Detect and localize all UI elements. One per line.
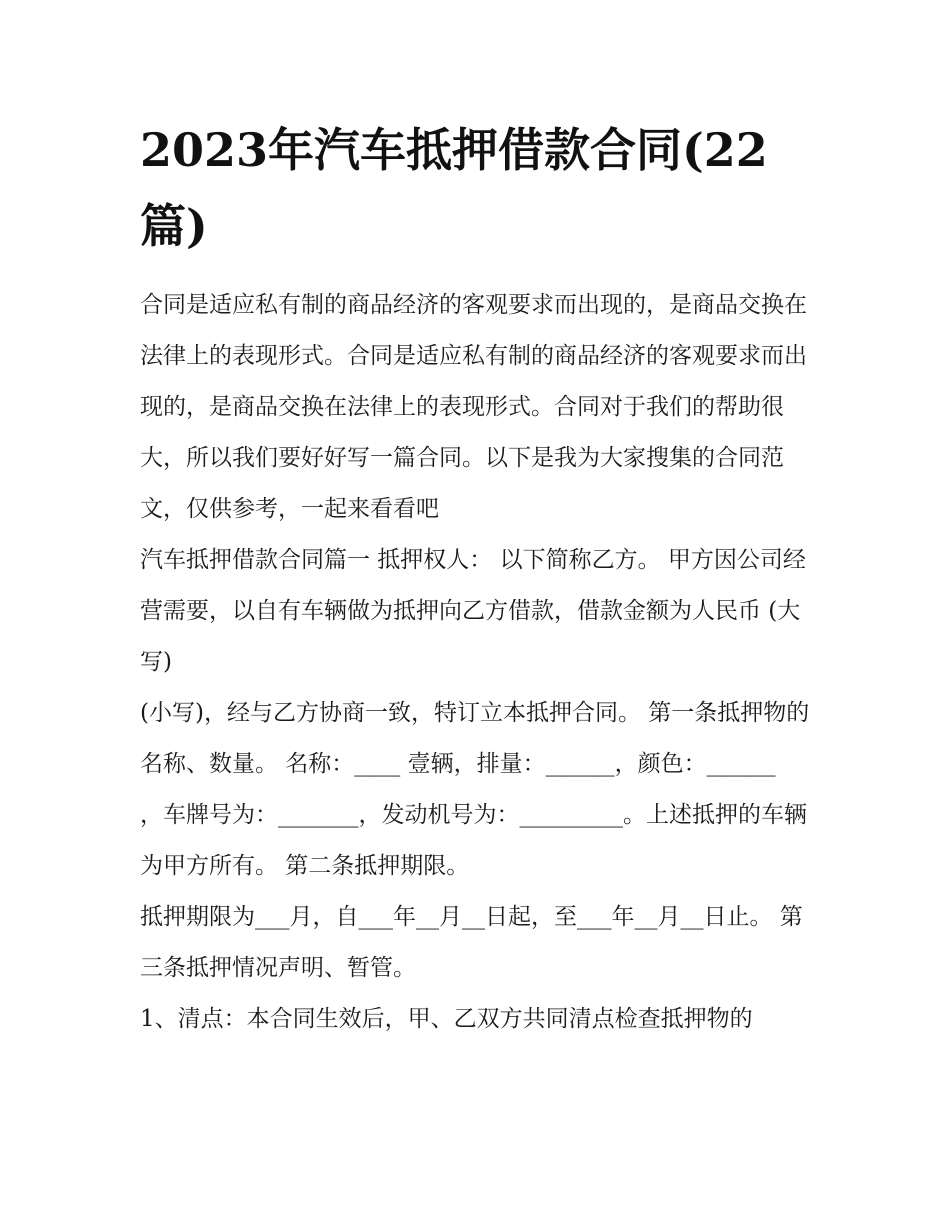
contract-paragraph-5: 1、清点：本合同生效后，甲、乙双方共同清点检查抵押物的: [140, 1006, 753, 1032]
document-body: [140, 280, 815, 1045]
contract-paragraph-4: 抵押期限为___月，自___年__月__日起，至___年__月__日止。 第三条抵押情况声明、暂管。: [140, 904, 803, 981]
contract-paragraph-1: 汽车抵押借款合同篇一 抵押权人： 以下简称乙方。 甲方因公司经营需要，以自有车辆做为抵押向乙方借款，借款金额为人民币 (大写): [140, 547, 806, 675]
document-title: 2023年汽车抵押借款合同(22篇): [140, 123, 768, 253]
intro-paragraph: 合同是适应私有制的商品经济的客观要求而出现的，是商品交换在法律上的表现形式。合同是适应私有制的商品经济的客观要求而出现的，是商品交换在法律上的表现形式。合同对于我们的帮助很大，所以我们要好好写一篇合同。以下是我为大家搜集的合同范文，仅供参考，一起来看看吧: [140, 292, 807, 522]
contract-paragraph-2: (小写)，经与乙方协商一致，特订立本抵押合同。 第一条抵押物的名称、数量。 名称：____ 壹辆，排量：______，颜色：______: [140, 700, 810, 777]
contract-paragraph-3: ，车牌号为：_______，发动机号为：_________。上述抵押的车辆为甲方所有。 第二条抵押期限。: [140, 802, 807, 879]
